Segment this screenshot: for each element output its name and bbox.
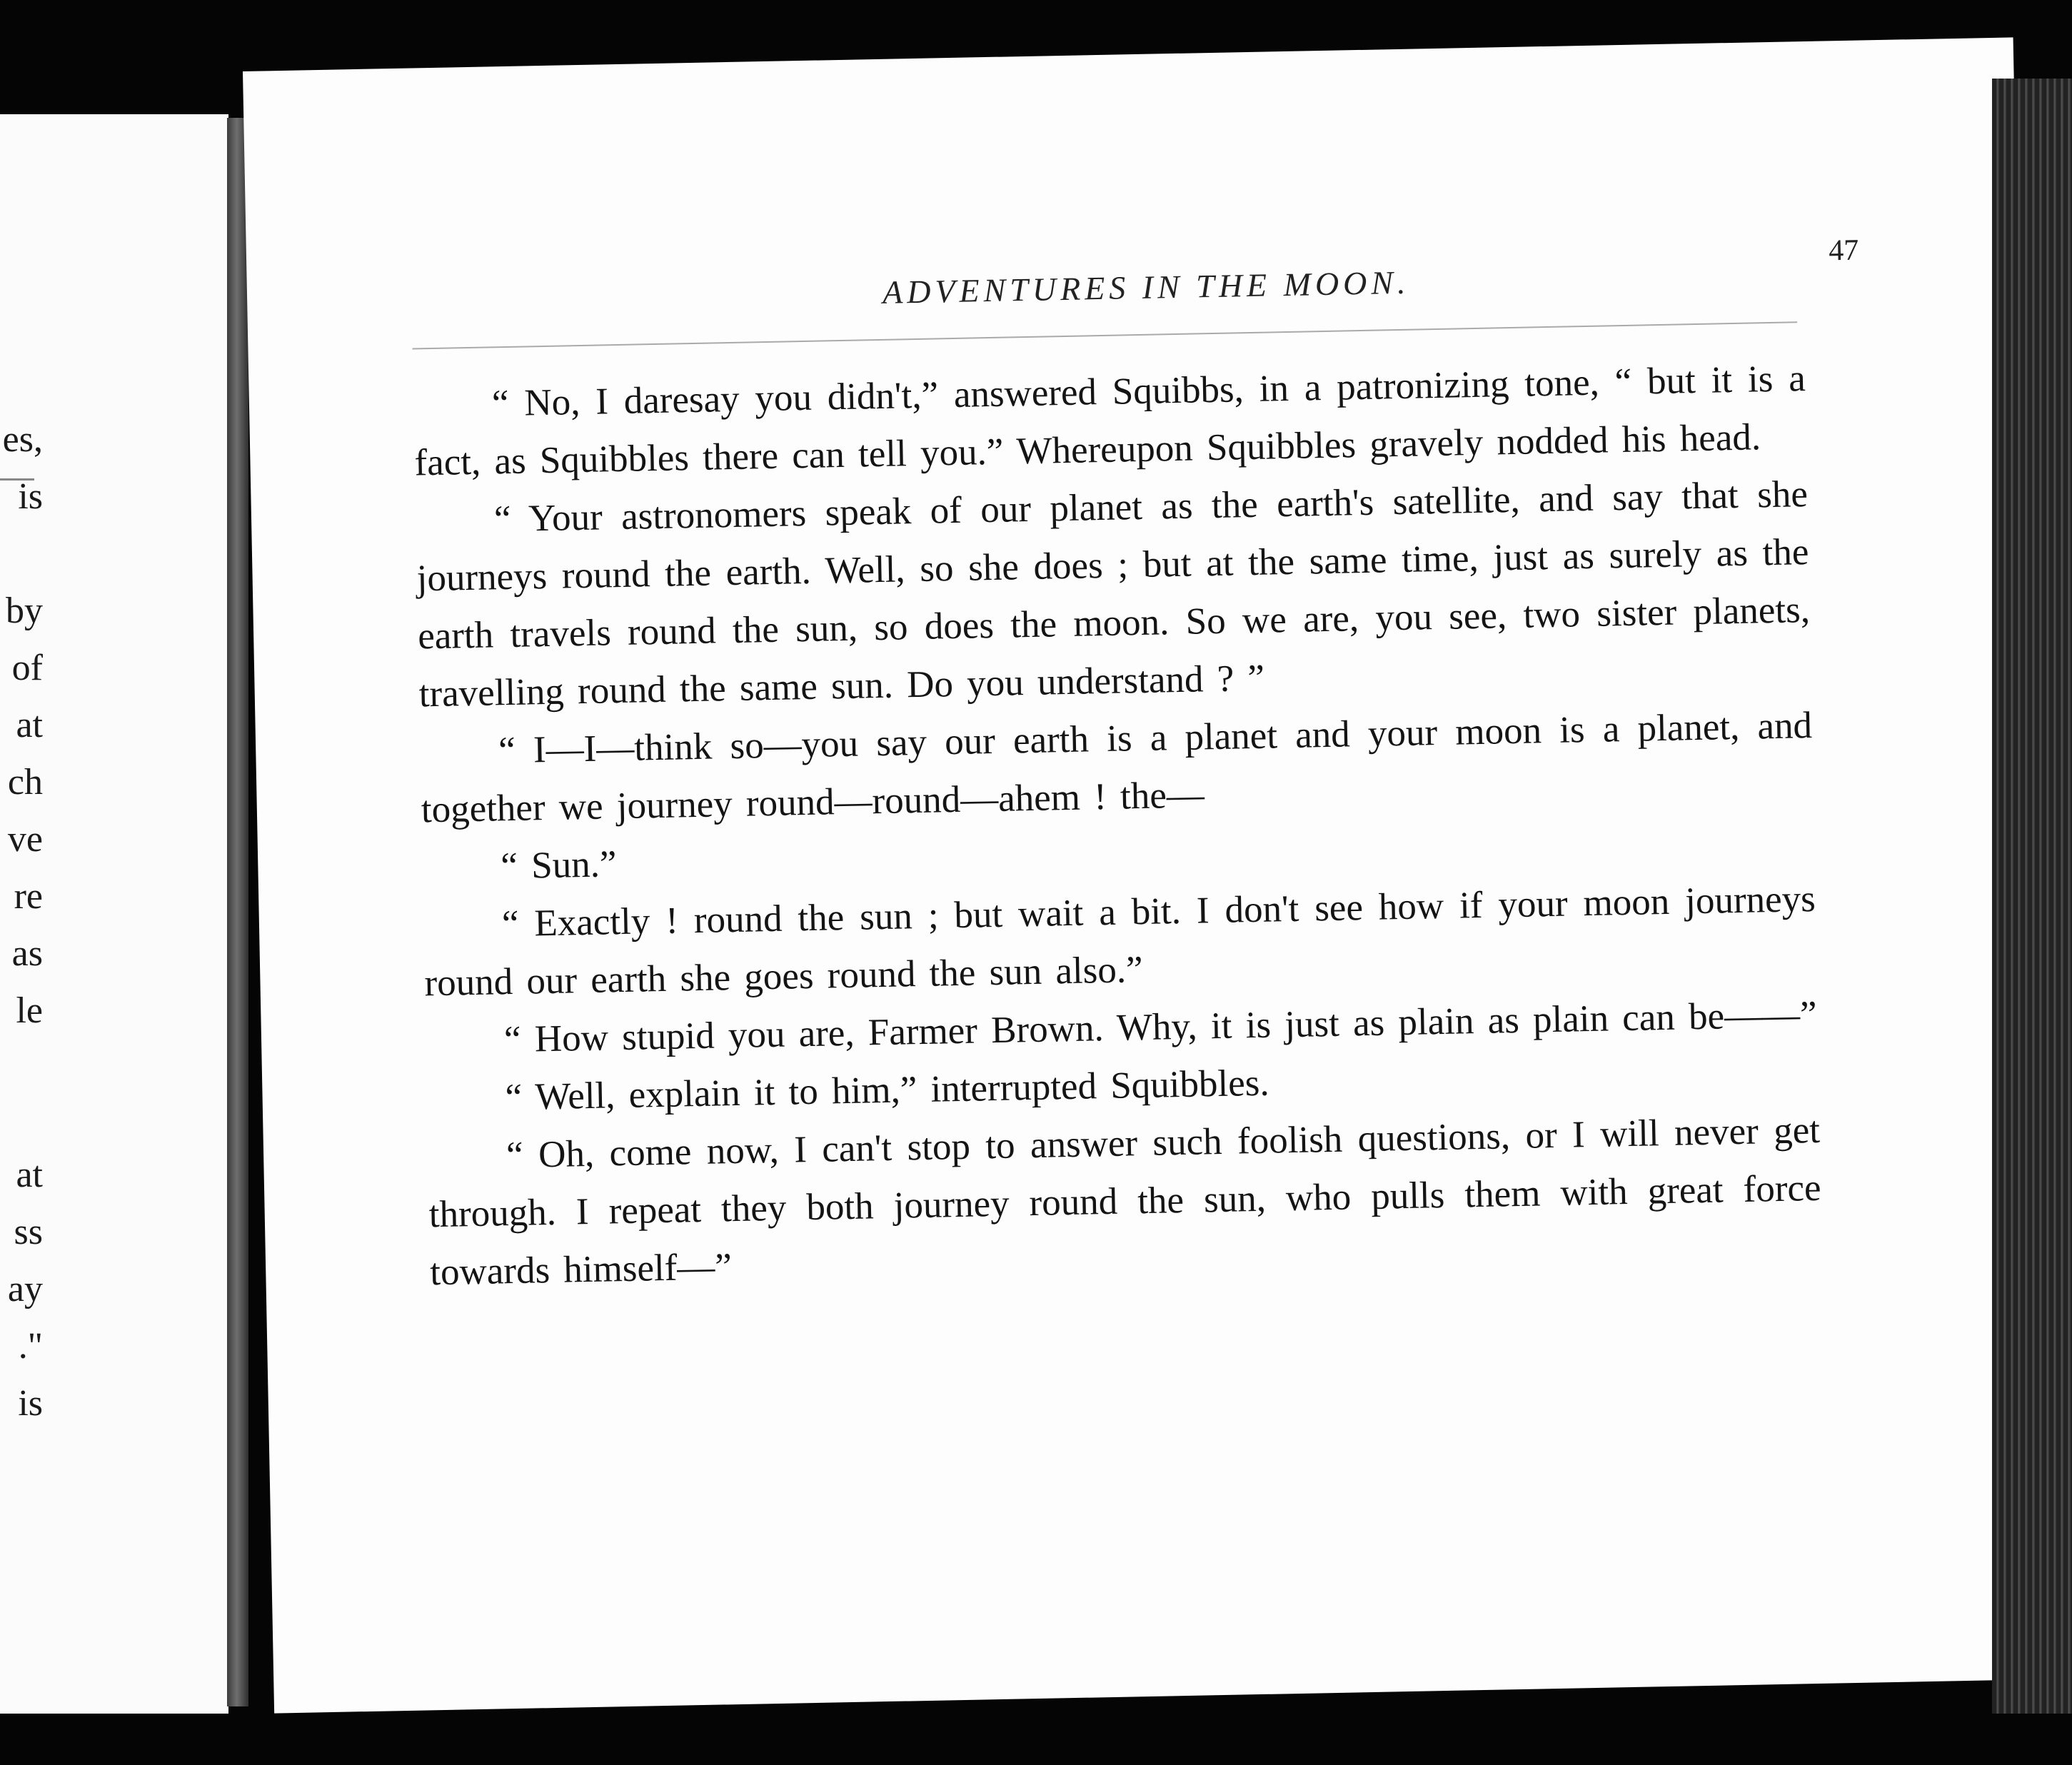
paragraph: “ Oh, come now, I can't stop to answer such foolish questions, or I will never get through. I repeat they both journey round the sun, who pulls them with great force towards himself—” [428, 1109, 1821, 1294]
page-edges [1992, 79, 2072, 1714]
paragraph: “ How stupid you are, Farmer Brown. Why, it is just as plain as plain can be——” [503, 993, 1818, 1061]
left-line-fragment: at [16, 1155, 43, 1195]
left-line-fragment: ss [14, 1212, 43, 1252]
left-line-fragment: as [11, 933, 43, 974]
left-line-fragment: is [18, 1383, 43, 1424]
left-line-fragment: at [16, 705, 43, 745]
left-line-fragment: ch [7, 762, 43, 803]
left-page [0, 114, 228, 1714]
book-gutter [227, 118, 248, 1706]
paragraph: “ Sun.” [500, 843, 617, 887]
left-line-fragment: is [18, 476, 43, 517]
left-line-fragment: ay [7, 1269, 43, 1309]
paragraph: “ No, I daresay you didn't,” answered Squibbs, in a patronizing tone, “ but it is a fact, as Squibbles there can tell you.” Whereupon Squibbles gravely nodded his head. [414, 358, 1806, 484]
left-line-fragment: by [6, 590, 43, 631]
paragraph: “ I—I—think so—you say our earth is a planet and your moon is a planet, and together we journey round—round—ahem ! the— [421, 704, 1813, 831]
left-line-fragment: ." [18, 1326, 43, 1367]
header-rule [412, 321, 1797, 349]
page-number: 47 [1828, 233, 1859, 268]
paragraph: “ Exactly ! round the sun ; but wait a bit. I don't see how if your moon journeys round our earth she goes round the sun also.” [424, 878, 1816, 1005]
right-page [243, 37, 2045, 1713]
left-line-fragment: of [11, 648, 43, 688]
left-line-fragment: ve [7, 819, 43, 860]
body-text [413, 350, 1823, 1302]
left-line-fragment: le [16, 990, 43, 1031]
paragraph: “ Your astronomers speak of our planet as the earth's satellite, and say that she journeys round the earth. Well, so she does ; but at the same time, just as surely as the earth travels round the sun, so does the moon. So we are, you see, two sister planets, travelling round the same sun. Do you understand ? ” [416, 473, 1811, 715]
running-head: ADVENTURES IN THE MOON. [882, 263, 1411, 311]
paragraph: “ Well, explain it to him,” interrupted Squibbles. [505, 1062, 1270, 1119]
left-line-fragment: es, [2, 419, 43, 460]
left-line-fragment: re [14, 876, 43, 917]
